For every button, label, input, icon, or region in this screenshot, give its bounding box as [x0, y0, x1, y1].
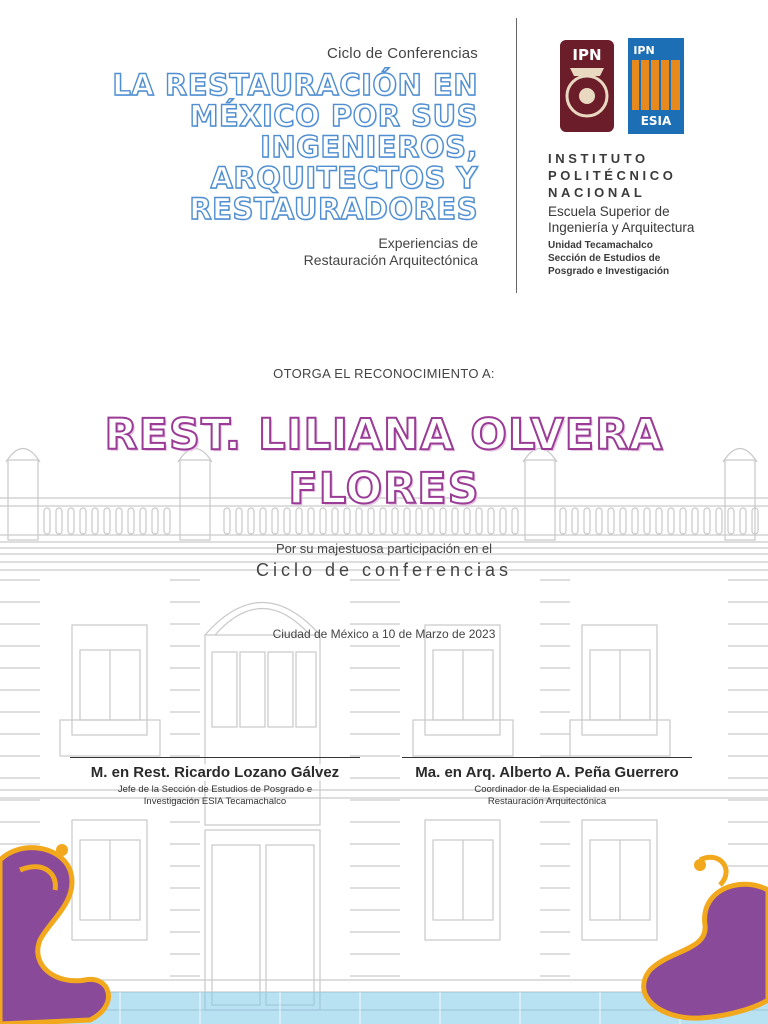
ipn-logo	[556, 38, 618, 134]
signer-role	[362, 784, 732, 808]
unit-line: Sección de Estudios de	[548, 253, 661, 264]
signer-role-line: Investigación ESIA Tecamachalco	[143, 796, 287, 807]
title-line: MÉXICO POR SUS INGENIEROS,	[189, 99, 478, 164]
subtitle	[18, 235, 478, 269]
signer-name: Ma. en Arq. Alberto A. Peña Guerrero	[415, 764, 679, 781]
institution-name	[548, 150, 758, 201]
cycle-text: Ciclo de conferencias	[255, 560, 513, 580]
title-line: ARQUITECTOS Y	[210, 161, 478, 195]
grant-text: OTORGA EL RECONOCIMIENTO A:	[273, 366, 495, 381]
subtitle-line: Experiencias de	[378, 235, 478, 251]
signer-name: M. en Rest. Ricardo Lozano Gálvez	[90, 764, 340, 781]
recipient-line: FLORES	[288, 464, 480, 514]
title-line: LA RESTAURACIÓN EN	[112, 68, 478, 102]
esia-logo-top-text: IPN	[633, 44, 655, 57]
stained-glass-right-ornament	[644, 857, 768, 1018]
signature-block-left	[30, 757, 400, 808]
reason-text: Por su majestuosa participación en el	[275, 541, 493, 556]
signature-block-right	[362, 757, 732, 808]
institution-name-line: INSTITUTO	[548, 151, 649, 166]
school-name	[548, 204, 758, 236]
title-line: RESTAURADORES	[189, 192, 478, 226]
header-divider	[516, 18, 517, 293]
unit-line: Posgrado e Investigación	[548, 266, 670, 277]
recipient-name	[0, 408, 768, 516]
header-block	[18, 45, 478, 269]
stained-glass-left-ornament	[0, 844, 109, 1024]
ipn-logo-text: IPN	[572, 46, 602, 64]
signer-role-line: Jefe de la Sección de Estudios de Posgrado e	[117, 784, 313, 795]
signature-line	[402, 757, 692, 758]
esia-logo-bottom-text: ESIA	[640, 114, 672, 128]
school-line: Escuela Superior de	[548, 204, 670, 219]
institution-block	[548, 150, 758, 278]
unit-name	[548, 239, 758, 278]
signer-role-line: Restauración Arquitectónica	[487, 796, 607, 807]
cycle-label: Ciclo de Conferencias	[327, 45, 478, 62]
subtitle-line: Restauración Arquitectónica	[303, 252, 478, 268]
signer-role	[30, 784, 400, 808]
institution-name-line: NACIONAL	[548, 185, 646, 200]
signer-role-line: Coordinador de la Especialidad en	[474, 784, 620, 795]
recipient-line: REST. LILIANA OLVERA	[104, 410, 664, 460]
institution-name-line: POLITÉCNICO	[548, 168, 677, 183]
signature-line	[70, 757, 360, 758]
esia-logo	[628, 38, 684, 134]
date-text: Ciudad de México a 10 de Marzo de 2023	[272, 627, 496, 641]
main-title	[18, 70, 478, 225]
school-line: Ingeniería y Arquitectura	[548, 220, 695, 235]
unit-line: Unidad Tecamachalco	[548, 240, 653, 251]
